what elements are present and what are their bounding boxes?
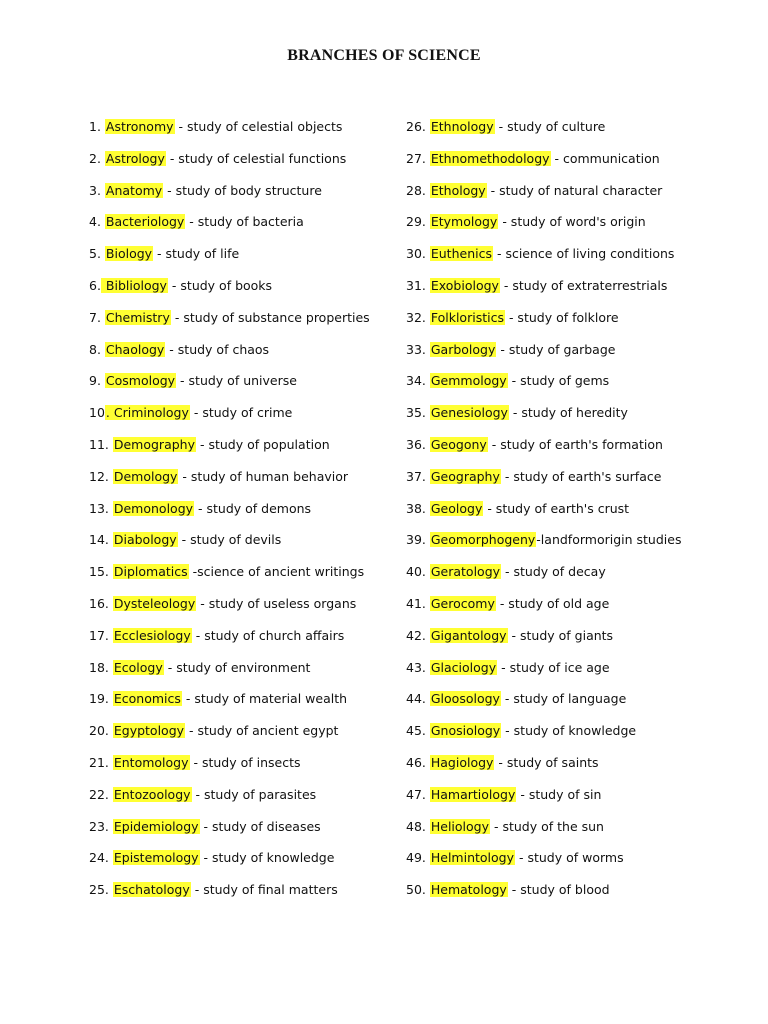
list-item bbox=[406, 339, 746, 371]
science-term: Geogony bbox=[430, 436, 487, 452]
list-item bbox=[89, 116, 429, 148]
item-number: 33. bbox=[406, 341, 430, 357]
list-item bbox=[89, 720, 429, 752]
definition: - study of diseases bbox=[199, 818, 321, 834]
list-item bbox=[89, 434, 429, 466]
definition: - study of extraterrestrials bbox=[499, 277, 668, 293]
list-item bbox=[406, 784, 746, 816]
item-number: 41. bbox=[406, 595, 430, 611]
list-item bbox=[406, 720, 746, 752]
item-number: 39. bbox=[406, 532, 430, 548]
list-item bbox=[406, 434, 746, 466]
science-term: Hematology bbox=[430, 882, 507, 898]
list-item bbox=[89, 402, 429, 434]
list-item bbox=[89, 657, 429, 689]
science-term: Ethology bbox=[430, 182, 486, 198]
science-term: Bacteriology bbox=[105, 214, 185, 230]
definition: -science of ancient writings bbox=[188, 564, 365, 580]
list-item bbox=[89, 339, 429, 371]
item-number: 43. bbox=[406, 659, 430, 675]
definition: - study of crime bbox=[189, 405, 293, 421]
definition: - study of useless organs bbox=[196, 595, 357, 611]
definition: - study of material wealth bbox=[181, 691, 348, 707]
science-term: Gerocomy bbox=[430, 595, 495, 611]
science-term: Egyptology bbox=[113, 723, 185, 739]
item-number: 40. bbox=[406, 564, 430, 580]
item-number: 2. bbox=[89, 150, 105, 166]
science-term: Diabology bbox=[113, 532, 177, 548]
definition: - study of demons bbox=[194, 500, 312, 516]
science-term: Ecology bbox=[113, 659, 163, 675]
definition: - study of bacteria bbox=[185, 214, 304, 230]
item-number: 20. bbox=[89, 723, 113, 739]
list-item bbox=[406, 561, 746, 593]
science-term: Epidemiology bbox=[113, 818, 199, 834]
definition: - study of saints bbox=[494, 754, 599, 770]
item-number: 34. bbox=[406, 373, 430, 389]
list-item bbox=[406, 466, 746, 498]
definition: - study of earth's formation bbox=[487, 436, 663, 452]
item-number: 23. bbox=[89, 818, 113, 834]
item-number: 26. bbox=[406, 119, 430, 134]
science-term: Geomorphogeny bbox=[430, 532, 536, 548]
definition: - study of universe bbox=[176, 373, 297, 389]
right-column bbox=[406, 116, 746, 911]
definition: - study of knowledge bbox=[199, 850, 335, 866]
list-item bbox=[89, 275, 429, 307]
list-item bbox=[89, 752, 429, 784]
definition: - study of culture bbox=[494, 119, 606, 134]
science-term: Gloosology bbox=[430, 691, 500, 707]
definition: - study of garbage bbox=[496, 341, 616, 357]
item-number: 7. bbox=[89, 309, 105, 325]
definition: - study of knowledge bbox=[501, 723, 637, 739]
science-term: Genesiology bbox=[430, 405, 508, 421]
science-term: Etymology bbox=[430, 214, 498, 230]
item-number: 27. bbox=[406, 150, 430, 166]
definition: - study of substance properties bbox=[170, 309, 370, 325]
science-term: Dysteleology bbox=[113, 595, 196, 611]
science-term: Folkloristics bbox=[430, 309, 504, 325]
page-title: BRANCHES OF SCIENCE bbox=[287, 47, 481, 64]
list-item bbox=[406, 307, 746, 339]
definition: - study of final matters bbox=[190, 882, 338, 898]
definition: - study of life bbox=[153, 246, 240, 262]
item-number: 22. bbox=[89, 786, 113, 802]
definition: - study of sin bbox=[516, 786, 602, 802]
item-number: 44. bbox=[406, 691, 430, 707]
item-number: 50. bbox=[406, 882, 430, 898]
science-term: Chaology bbox=[105, 341, 165, 357]
item-number: 16. bbox=[89, 595, 113, 611]
list-item bbox=[89, 688, 429, 720]
item-number: 29. bbox=[406, 214, 430, 230]
science-term: Gnosiology bbox=[430, 723, 501, 739]
science-term: Bibliology bbox=[101, 277, 167, 293]
science-term: Demology bbox=[113, 468, 178, 484]
list-item bbox=[406, 402, 746, 434]
science-term: Glaciology bbox=[430, 659, 497, 675]
item-number: 14. bbox=[89, 532, 113, 548]
science-term: Gigantology bbox=[430, 627, 507, 643]
definition: - study of earth's crust bbox=[483, 500, 630, 516]
list-item bbox=[89, 370, 429, 402]
definition: - study of ice age bbox=[497, 659, 610, 675]
science-term: Ethnology bbox=[430, 119, 494, 134]
definition: - study of decay bbox=[501, 564, 606, 580]
item-number: 24. bbox=[89, 850, 113, 866]
list-item bbox=[89, 593, 429, 625]
definition: - study of chaos bbox=[165, 341, 270, 357]
list-item bbox=[89, 243, 429, 275]
list-item bbox=[406, 625, 746, 657]
list-item bbox=[406, 816, 746, 848]
item-number: 8. bbox=[89, 341, 105, 357]
definition: - study of parasites bbox=[191, 786, 317, 802]
definition: - study of church affairs bbox=[191, 627, 345, 643]
definition: - study of celestial functions bbox=[165, 150, 347, 166]
list-item bbox=[89, 784, 429, 816]
item-number: 38. bbox=[406, 500, 430, 516]
definition: - study of folklore bbox=[504, 309, 619, 325]
science-term: Gemmology bbox=[430, 373, 507, 389]
item-number: 9. bbox=[89, 373, 105, 389]
definition: - study of devils bbox=[177, 532, 282, 548]
definition: - study of worms bbox=[515, 850, 624, 866]
left-column bbox=[89, 116, 429, 911]
list-item bbox=[89, 498, 429, 530]
item-number: 46. bbox=[406, 754, 430, 770]
list-item bbox=[406, 688, 746, 720]
item-number: 15. bbox=[89, 564, 113, 580]
list-item bbox=[406, 593, 746, 625]
item-number: 6. bbox=[89, 277, 101, 293]
list-item bbox=[406, 243, 746, 275]
item-number: 19. bbox=[89, 691, 113, 707]
item-number: 1. bbox=[89, 119, 105, 134]
science-term: Economics bbox=[113, 691, 181, 707]
item-number: 32. bbox=[406, 309, 430, 325]
list-item bbox=[89, 561, 429, 593]
definition: - study of old age bbox=[495, 595, 610, 611]
definition: - study of body structure bbox=[163, 182, 322, 198]
definition: - study of word's origin bbox=[498, 214, 646, 230]
item-number: 35. bbox=[406, 405, 430, 421]
science-term: Chemistry bbox=[105, 309, 170, 325]
definition: - study of giants bbox=[507, 627, 614, 643]
definition: - study of heredity bbox=[508, 405, 628, 421]
science-term: Astrology bbox=[105, 150, 165, 166]
list-item bbox=[89, 466, 429, 498]
definition: - study of human behavior bbox=[178, 468, 349, 484]
item-number: 10 bbox=[89, 405, 105, 421]
science-term: Geology bbox=[430, 500, 483, 516]
list-item bbox=[89, 879, 429, 911]
definition: - study of the sun bbox=[490, 818, 604, 834]
item-number: 28. bbox=[406, 182, 430, 198]
definition: - science of living conditions bbox=[492, 246, 675, 262]
list-item bbox=[89, 211, 429, 243]
science-term: Hamartiology bbox=[430, 786, 516, 802]
list-item bbox=[89, 625, 429, 657]
definition: - study of blood bbox=[507, 882, 610, 898]
item-number: 30. bbox=[406, 246, 430, 262]
science-term: Demonology bbox=[113, 500, 194, 516]
list-item bbox=[406, 529, 746, 561]
science-term: Biology bbox=[105, 246, 153, 262]
list-item bbox=[406, 211, 746, 243]
science-term: Exobiology bbox=[430, 277, 499, 293]
list-item bbox=[89, 847, 429, 879]
item-number: 17. bbox=[89, 627, 113, 643]
definition: - communication bbox=[550, 150, 660, 166]
list-item bbox=[89, 307, 429, 339]
item-number: 21. bbox=[89, 754, 113, 770]
item-number: 4. bbox=[89, 214, 105, 230]
definition: - study of ancient egypt bbox=[185, 723, 339, 739]
definition: - study of earth's surface bbox=[500, 468, 662, 484]
list-item bbox=[406, 116, 746, 148]
science-term: Cosmology bbox=[105, 373, 176, 389]
list-item bbox=[406, 879, 746, 911]
definition: - study of books bbox=[167, 277, 273, 293]
science-term: Epistemology bbox=[113, 850, 199, 866]
science-term: Heliology bbox=[430, 818, 489, 834]
list-item bbox=[89, 148, 429, 180]
definition: -landformorigin studies bbox=[536, 532, 682, 548]
list-item bbox=[406, 275, 746, 307]
science-term: Garbology bbox=[430, 341, 496, 357]
list-item bbox=[406, 148, 746, 180]
list-item bbox=[89, 816, 429, 848]
definition: - study of gems bbox=[507, 373, 610, 389]
science-term: Euthenics bbox=[430, 246, 492, 262]
science-term: Hagiology bbox=[430, 754, 494, 770]
science-term: Entozoology bbox=[113, 786, 191, 802]
item-number: 48. bbox=[406, 818, 430, 834]
definition: - study of celestial objects bbox=[174, 119, 343, 134]
definition: - study of natural character bbox=[486, 182, 663, 198]
item-number: 11. bbox=[89, 436, 113, 452]
science-term: Anatomy bbox=[105, 182, 163, 198]
item-number: 49. bbox=[406, 850, 430, 866]
item-number: 5. bbox=[89, 246, 105, 262]
science-term: Ecclesiology bbox=[113, 627, 191, 643]
science-term: Entomology bbox=[113, 754, 189, 770]
science-term: Helmintology bbox=[430, 850, 514, 866]
science-term: Geratology bbox=[430, 564, 501, 580]
science-term: Geography bbox=[430, 468, 500, 484]
science-term: Demography bbox=[113, 436, 195, 452]
science-term: Eschatology bbox=[113, 882, 190, 898]
definition: - study of insects bbox=[189, 754, 301, 770]
item-number: 45. bbox=[406, 723, 430, 739]
list-item bbox=[406, 180, 746, 212]
science-term: Diplomatics bbox=[113, 564, 188, 580]
list-item bbox=[89, 529, 429, 561]
item-number: 37. bbox=[406, 468, 430, 484]
list-item bbox=[406, 657, 746, 689]
list-item bbox=[406, 847, 746, 879]
science-term: . Criminology bbox=[105, 405, 189, 421]
item-number: 3. bbox=[89, 182, 105, 198]
item-number: 12. bbox=[89, 468, 113, 484]
list-item bbox=[89, 180, 429, 212]
item-number: 18. bbox=[89, 659, 113, 675]
science-term: Ethnomethodology bbox=[430, 150, 550, 166]
item-number: 13. bbox=[89, 500, 113, 516]
list-item bbox=[406, 498, 746, 530]
item-number: 42. bbox=[406, 627, 430, 643]
definition: - study of population bbox=[196, 436, 330, 452]
science-term: Astronomy bbox=[105, 119, 174, 134]
definition: - study of language bbox=[500, 691, 627, 707]
item-number: 47. bbox=[406, 786, 430, 802]
list-item bbox=[406, 370, 746, 402]
list-item bbox=[406, 752, 746, 784]
item-number: 25. bbox=[89, 882, 113, 898]
definition: - study of environment bbox=[163, 659, 311, 675]
item-number: 36. bbox=[406, 436, 430, 452]
item-number: 31. bbox=[406, 277, 430, 293]
